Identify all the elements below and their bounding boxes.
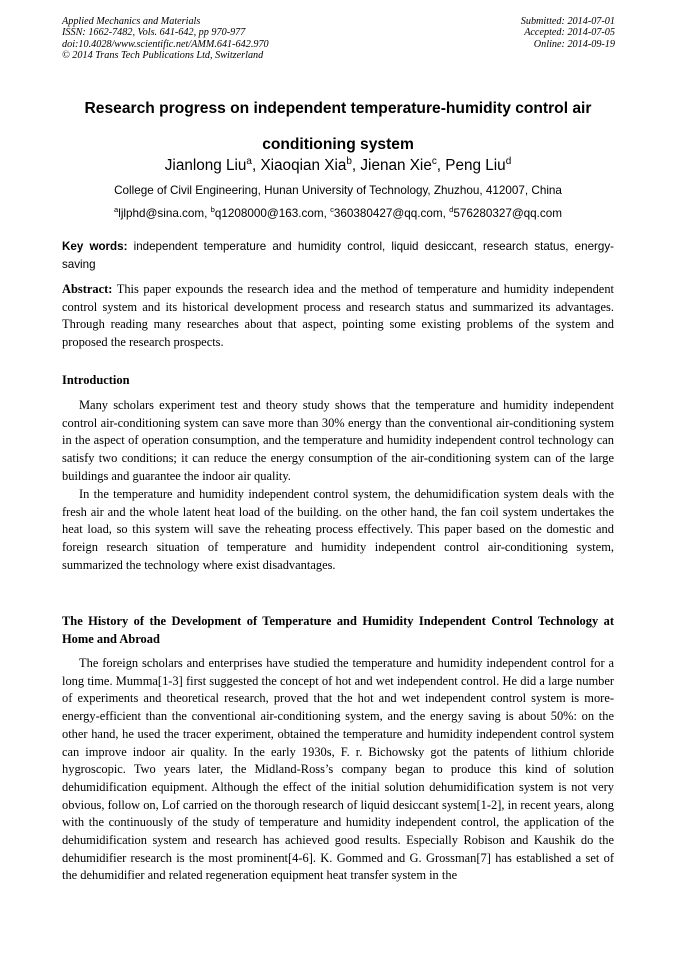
paragraph: The foreign scholars and enterprises have studied the temperature and humidity independent control for a long time. Mumma[1-3] first suggested the concept of hot and wet independent control. He did a large number of experiments and theoretical research, proved that the hot and wet independent control system is more-energy-efficient than the conventional air-conditioning system, and the energy saving is about 50%: on the other hand, he used the tracer experiment, obtained the temperature and humidity independent control system can improve indoor air quality. In the early 1930s, F. r. Bichowsky got the patents of lithium chloride hygroscopic. Two years later, the Midland-Ross’s company began to produce this kind of solution dehumidification equipment. Although the effect of the initial solution dehumidification system is not very obvious, follow on, Lof carried on the thorough research of liquid desiccant system[1-2], in recent years, along with the continuously of the study of temperature and humidity independent control, the application of the dehumidification system and research has achieved good results. Especially Robison and Kaushik do the dehumidifier research is the most prominent[4-6]. K. Gommed and G. Grossman[7] has established a set of the dehumidifier and related regeneration equipment heat transfer system in the bbox=[62, 656, 614, 883]
paper-title-line-1: Research progress on independent temperature-humidity control air bbox=[84, 100, 592, 117]
email-sup: a bbox=[113, 205, 119, 215]
email-address[interactable]: ljlphd@sina.com bbox=[118, 207, 205, 220]
email-address[interactable]: q1208000@163.com bbox=[214, 207, 324, 220]
author-name: Jienan Xie bbox=[360, 157, 432, 174]
keywords-label: Key words: bbox=[62, 240, 128, 253]
author-sup: a bbox=[246, 155, 252, 167]
email-sup: b bbox=[210, 205, 215, 215]
author-name: Jianlong Liu bbox=[164, 157, 247, 174]
abstract bbox=[62, 281, 614, 352]
author-list: Jianlong Liu$^a$, Xiaoqian Xia$^b$, Jienan Xie$^c$, Peng Liu$^d$ bbox=[164, 155, 512, 174]
abstract-label: Abstract: bbox=[62, 282, 113, 296]
keywords-text: independent temperature and humidity control, liquid desiccant, research status, energy-saving bbox=[62, 240, 614, 271]
email-sup: d bbox=[449, 205, 454, 215]
accepted-date: Accepted: 2014-07-05 bbox=[524, 27, 615, 39]
section-heading-history: The History of the Development of Temperature and Humidity Independent Control Technology at Home and Abroad bbox=[62, 614, 614, 646]
keywords bbox=[62, 238, 614, 273]
paper-title bbox=[62, 91, 614, 163]
paragraph: Many scholars experiment test and theory study shows that the temperature and humidity independent control air-conditioning system can save more than 30% energy than the conventional air-conditioning system in the aspect of operation consumption, and the temperature and humidity independent control technology can satisfy two conditions; it can reduce the energy consumption of the air-conditioning system can of the large buildings and guarantee the indoor air quality. bbox=[62, 398, 614, 483]
email-address[interactable]: 576280327@qq.com bbox=[453, 207, 563, 220]
submitted-date: Submitted: 2014-07-01 bbox=[520, 16, 615, 27]
email-sup: c bbox=[330, 205, 334, 215]
paragraph: In the temperature and humidity independent control system, the dehumidification system deals with the fresh air and the whole latent heat load of the building. on the other hand, the fan coil system undertakes the heat load, so this system will save the reheating process effectively. This paper based on the domestic and foreign research situation of temperature and humidity independent control air-conditioning system, summarized the technology where exist disadvantages. bbox=[62, 487, 614, 572]
journal-doi: doi:10.4028/www.scientific.net/AMM.641-642.970 bbox=[62, 38, 269, 50]
journal-info bbox=[62, 16, 269, 62]
section-heading-introduction: Introduction bbox=[62, 373, 130, 387]
abstract-text: This paper expounds the research idea and the method of temperature and humidity independent control system and its historical development process and research status and summarized its advantages. Through reading many researches about that aspect, pointing some existing problems of the system and proposed the research prospects. bbox=[62, 282, 614, 350]
author-sup: c bbox=[431, 155, 437, 167]
online-date: Online: 2014-09-19 bbox=[533, 38, 615, 50]
author-sup: d bbox=[505, 155, 512, 167]
affiliation: College of Civil Engineering, Hunan University of Technology, Zhuzhou, 412007, China bbox=[114, 184, 562, 197]
author-sup: b bbox=[346, 155, 352, 167]
journal-copyright: © 2014 Trans Tech Publications Ltd, Switzerland bbox=[62, 50, 264, 62]
journal-name: Applied Mechanics and Materials bbox=[62, 16, 201, 27]
email-address[interactable]: 360380427@qq.com bbox=[333, 207, 443, 220]
author-name: Xiaoqian Xia bbox=[260, 157, 347, 174]
submission-dates bbox=[521, 16, 615, 50]
author-name: Peng Liu bbox=[445, 157, 506, 174]
journal-issn: ISSN: 1662-7482, Vols. 641-642, pp 970-977 bbox=[62, 27, 246, 39]
email-list: $^a$ljlphd@sina.com, $^b$q1208000@163.com, $^c$360380427@qq.com, $^d$576280327@qq.com bbox=[113, 205, 563, 220]
paper-title-line-2: conditioning system bbox=[262, 136, 414, 153]
